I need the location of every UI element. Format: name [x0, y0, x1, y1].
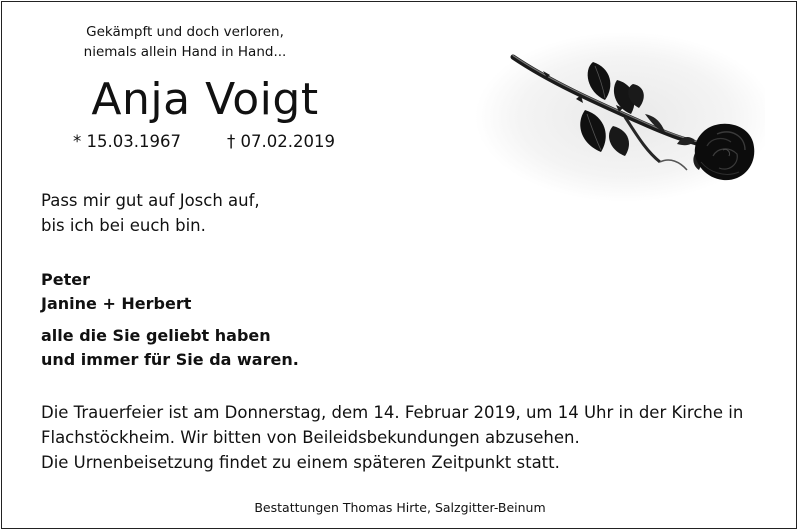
- motto-line-1: Gekämpft und doch verloren,: [86, 24, 284, 40]
- undertaker-credit: Bestattungen Thomas Hirte, Salzgitter-Beinum: [254, 500, 546, 515]
- rose-icon: [455, 22, 765, 202]
- motto-line-2: niemals allein Hand in Hand...: [83, 44, 287, 60]
- birth-date: * 15.03.1967: [73, 132, 181, 151]
- verse: [41, 188, 260, 238]
- mourners: [41, 268, 299, 372]
- motto: [60, 22, 310, 62]
- deceased-name: Anja Voigt: [91, 74, 319, 125]
- mourner-name: Peter: [41, 270, 90, 289]
- death-date: † 07.02.2019: [227, 132, 335, 151]
- service-announcement: [41, 400, 781, 475]
- life-dates: [60, 132, 360, 156]
- service-line-1: Die Trauerfeier ist am Donnerstag, dem 14. Februar 2019, um 14 Uhr in der Kirche in: [41, 403, 744, 422]
- closing-line-2: und immer für Sie da waren.: [41, 350, 299, 369]
- service-line-2: Flachstöckheim. Wir bitten von Beileidsbekundungen abzusehen.: [41, 428, 580, 447]
- service-line-3: Die Urnenbeisetzung findet zu einem späteren Zeitpunkt statt.: [41, 453, 560, 472]
- verse-line-1: Pass mir gut auf Josch auf,: [41, 191, 260, 210]
- mourner-name: Janine + Herbert: [41, 294, 192, 313]
- closing-line-1: alle die Sie geliebt haben: [41, 326, 271, 345]
- verse-line-2: bis ich bei euch bin.: [41, 216, 206, 235]
